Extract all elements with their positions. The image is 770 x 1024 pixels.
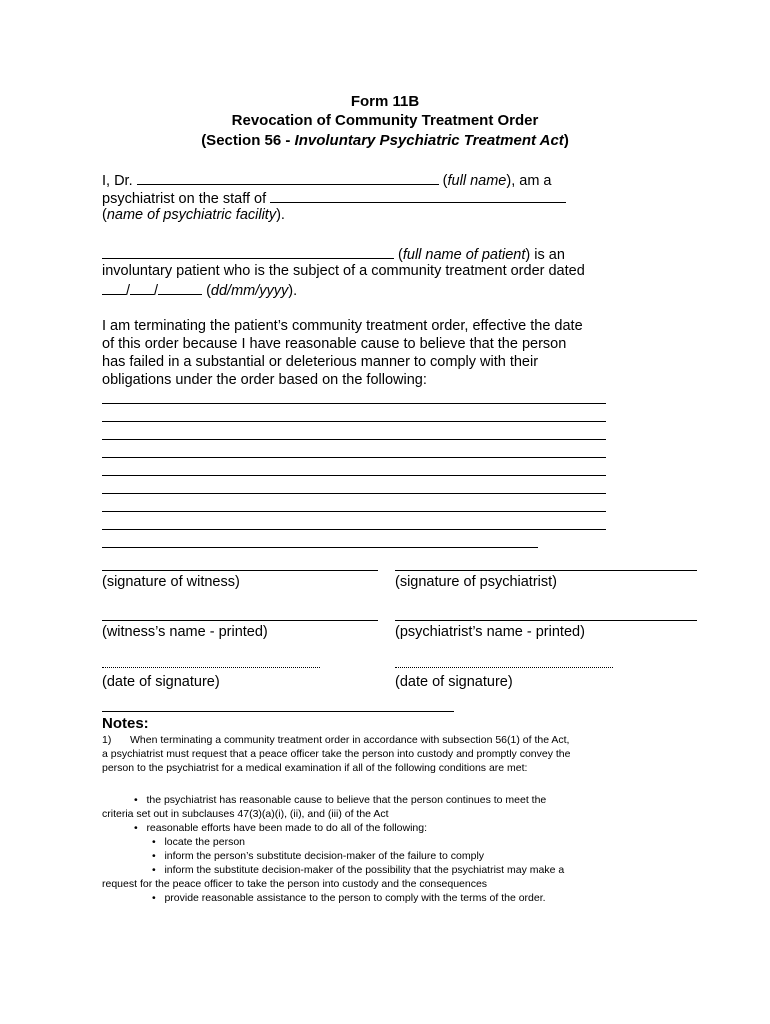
section-prefix: (Section 56 - bbox=[201, 132, 295, 149]
sub-bullet-4: • provide reasonable assistance to the person to comply with the terms of the order. bbox=[152, 892, 546, 904]
order-year-field[interactable] bbox=[158, 280, 202, 295]
note-1-line-2: a psychiatrist must request that a peace officer take the person into custody and promptly convey the bbox=[102, 748, 571, 760]
witness-name-caption: (witness’s name - printed) bbox=[102, 624, 268, 640]
notes-title: Notes: bbox=[102, 715, 149, 732]
psychiatrist-signature-caption: (signature of psychiatrist) bbox=[395, 574, 557, 590]
witness-signature-line[interactable] bbox=[102, 570, 378, 571]
reason-write-line[interactable] bbox=[102, 403, 606, 404]
staff-of-text: psychiatrist on the staff of bbox=[102, 191, 267, 207]
date-format-hint: dd/mm/yyyy bbox=[210, 283, 289, 299]
sub-bullet-2-text: inform the person’s substitute decision-maker of the failure to comply bbox=[164, 850, 485, 862]
order-date-line: / / (dd/mm/yyyy). bbox=[102, 280, 297, 300]
sub-bullet-3: • inform the substitute decision-maker of the possibility that the psychiatrist may make a bbox=[152, 864, 565, 876]
note-1-line-3: person to the psychiatrist for a medical examination if all of the following conditions are met: bbox=[102, 762, 528, 774]
reason-write-line[interactable] bbox=[102, 529, 606, 530]
bullet-1: • the psychiatrist has reasonable cause to believe that the person continues to meet the bbox=[134, 794, 547, 806]
reason-write-line[interactable] bbox=[102, 511, 606, 512]
facility-line bbox=[102, 188, 566, 208]
section-act: Involuntary Psychiatric Treatment Act bbox=[294, 132, 564, 149]
sub-bullet-1: • locate the person bbox=[152, 836, 245, 848]
bullet-2: • reasonable efforts have been made to do all of the following: bbox=[134, 822, 428, 834]
reason-write-line[interactable] bbox=[102, 547, 538, 548]
is-an-text: is an bbox=[530, 247, 565, 263]
facility-hint: name of psychiatric facility bbox=[106, 207, 277, 223]
form-title: Revocation of Community Treatment Order bbox=[231, 112, 539, 129]
reason-write-line[interactable] bbox=[102, 439, 606, 440]
sub-bullet-1-text: locate the person bbox=[164, 836, 245, 848]
psychiatrist-name-line: I, Dr. (full name), am a bbox=[102, 170, 552, 190]
psychiatrist-name-line[interactable] bbox=[395, 620, 697, 621]
termination-reason-line-1: I am terminating the patient’s community treatment order, effective the date bbox=[102, 318, 583, 334]
am-a-text: , am a bbox=[511, 173, 552, 189]
bullet-1-line-2: criteria set out in subclauses 47(3)(a)(i), (ii), and (iii) of the Act bbox=[102, 808, 389, 820]
sub-bullet-3-line-2: request for the peace officer to take the person into custody and the consequences bbox=[102, 878, 488, 890]
witness-date-line[interactable] bbox=[102, 667, 320, 668]
order-month-field[interactable] bbox=[130, 280, 154, 295]
sub-bullet-4-text: provide reasonable assistance to the person to comply with the terms of the order. bbox=[164, 892, 546, 904]
notes-divider bbox=[102, 711, 454, 712]
form-number: Form 11B bbox=[350, 93, 420, 110]
intro-text: I, Dr. bbox=[102, 173, 133, 189]
full-name-hint: full name bbox=[447, 173, 507, 189]
termination-reason-line-4: obligations under the order based on the following: bbox=[102, 372, 427, 388]
termination-reason-line-3: has failed in a substantial or deleterious manner to comply with their bbox=[102, 354, 539, 370]
bullet-1-line-1: the psychiatrist has reasonable cause to believe that the person continues to meet the bbox=[146, 794, 547, 806]
facility-hint-line: (name of psychiatric facility). bbox=[102, 207, 285, 223]
reason-write-line[interactable] bbox=[102, 493, 606, 494]
sub-bullet-3-line-1: inform the substitute decision-maker of the possibility that the psychiatrist may make a bbox=[164, 864, 565, 876]
order-dated-text: involuntary patient who is the subject of a community treatment order dated bbox=[102, 263, 585, 279]
psychiatric-facility-field[interactable] bbox=[270, 188, 566, 203]
order-day-field[interactable] bbox=[102, 280, 126, 295]
bullet-2-text: reasonable efforts have been made to do all of the following: bbox=[146, 822, 428, 834]
patient-full-name-field[interactable] bbox=[102, 244, 394, 259]
termination-reason-line-2: of this order because I have reasonable cause to believe that the person bbox=[102, 336, 567, 352]
psychiatrist-signature-line[interactable] bbox=[395, 570, 697, 571]
psychiatrist-date-caption: (date of signature) bbox=[395, 674, 513, 690]
psychiatrist-name-caption: (psychiatrist’s name - printed) bbox=[395, 624, 585, 640]
form-section-reference bbox=[0, 131, 770, 151]
psychiatrist-full-name-field[interactable] bbox=[137, 170, 439, 185]
reason-write-line[interactable] bbox=[102, 475, 606, 476]
section-suffix: ) bbox=[563, 132, 569, 149]
note-1-number: 1) bbox=[102, 734, 112, 746]
witness-date-caption: (date of signature) bbox=[102, 674, 220, 690]
reason-write-line[interactable] bbox=[102, 421, 606, 422]
witness-signature-caption: (signature of witness) bbox=[102, 574, 240, 590]
sub-bullet-2: • inform the person’s substitute decision-maker of the failure to comply bbox=[152, 850, 485, 862]
patient-name-line: (full name of patient) is an bbox=[102, 244, 565, 264]
witness-name-line[interactable] bbox=[102, 620, 378, 621]
reason-write-line[interactable] bbox=[102, 457, 606, 458]
note-1-line-1: When terminating a community treatment order in accordance with subsection 56(1) of the Act, bbox=[130, 734, 570, 746]
patient-hint: full name of patient bbox=[402, 247, 526, 263]
psychiatrist-date-line[interactable] bbox=[395, 667, 613, 668]
